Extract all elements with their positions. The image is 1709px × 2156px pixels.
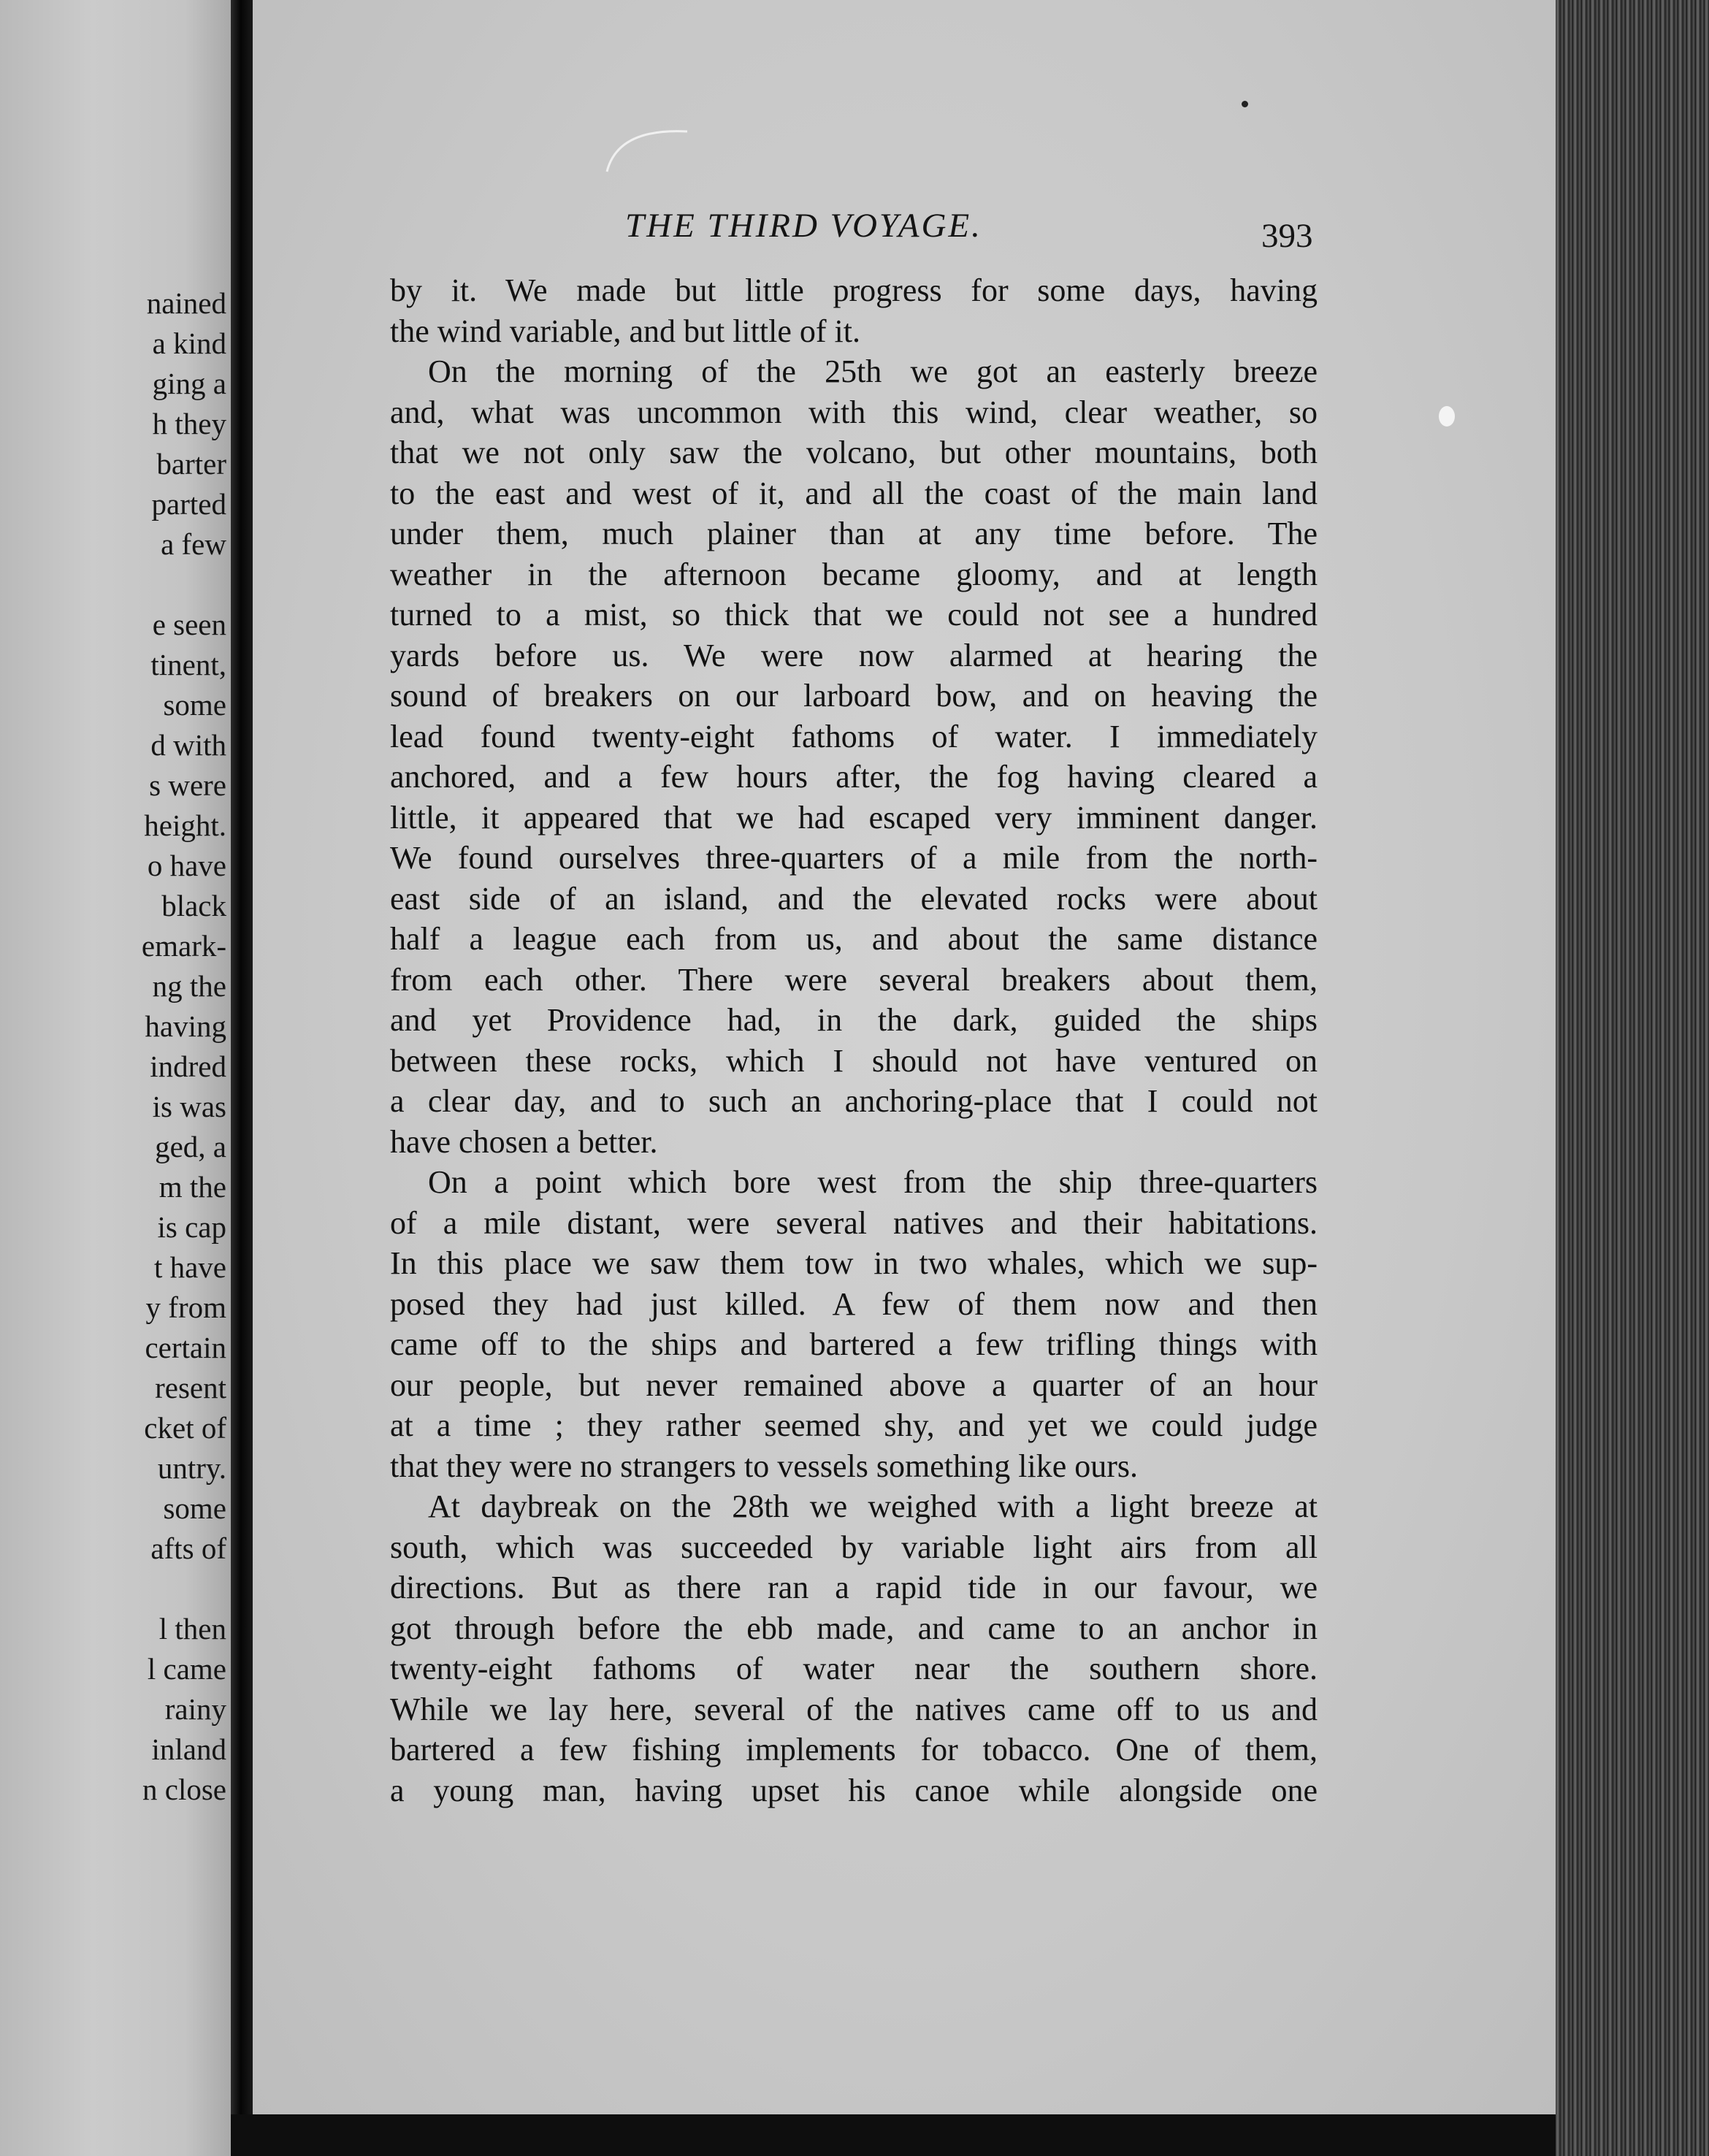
text-line: little, it appeared that we had escaped very imminent danger. <box>390 800 1318 836</box>
facing-page-line: h they <box>152 407 226 440</box>
facing-page-line: is cap <box>157 1210 226 1244</box>
text-line: our people, but never remained above a quarter of an hour <box>390 1367 1318 1403</box>
text-line: half a league each from us, and about the same distance <box>390 921 1318 957</box>
page-speck <box>1439 406 1455 427</box>
facing-page-line: parted <box>151 487 226 521</box>
facing-page-line: ged, a <box>155 1130 226 1163</box>
facing-page-line: n close <box>142 1773 226 1806</box>
facing-page-line: y from <box>145 1291 226 1324</box>
facing-page-line: cket of <box>144 1411 226 1445</box>
text-line: a young man, having upset his canoe while alongside one <box>390 1773 1318 1808</box>
text-line: twenty-eight fathoms of water near the southern shore. <box>390 1651 1318 1686</box>
facing-page-line: some <box>163 1491 226 1525</box>
facing-page-line: indred <box>150 1050 226 1083</box>
text-line: a clear day, and to such an anchoring-place that I could not <box>390 1083 1318 1119</box>
facing-page <box>0 0 231 2156</box>
text-line: the wind variable, and but little of it. <box>390 313 860 349</box>
facing-page-line: l came <box>147 1652 226 1686</box>
page-mark <box>1242 101 1248 107</box>
facing-page-line: t have <box>153 1250 226 1284</box>
facing-page-line: black <box>161 889 226 922</box>
facing-page-line: untry. <box>157 1451 226 1485</box>
text-line: between these rocks, which I should not have ventured on <box>390 1043 1318 1079</box>
facing-page-line: emark- <box>141 929 226 963</box>
facing-page-line: afts of <box>150 1532 226 1565</box>
page-edges <box>1556 0 1709 2156</box>
running-head: THE THIRD VOYAGE. <box>625 207 982 245</box>
facing-page-line: a kind <box>152 326 226 360</box>
facing-page-line: barter <box>156 447 226 481</box>
text-line: sound of breakers on our larboard bow, and on heaving the <box>390 678 1318 714</box>
facing-page-line: rainy <box>164 1692 226 1726</box>
text-line: While we lay here, several of the natives came off to us and <box>390 1691 1318 1727</box>
facing-page-line: ng the <box>152 969 226 1003</box>
facing-page-line: a few <box>161 527 226 561</box>
page-smudge <box>603 124 691 175</box>
text-line: that we not only saw the volcano, but other mountains, both <box>390 435 1318 470</box>
text-line: have chosen a better. <box>390 1124 658 1160</box>
facing-page-line: l then <box>158 1612 226 1645</box>
facing-page-line: having <box>145 1009 226 1043</box>
facing-page-line: e seen <box>152 608 226 641</box>
text-line: got through before the ebb made, and came to an anchor in <box>390 1610 1318 1646</box>
text-line: that they were no strangers to vessels something like ours. <box>390 1448 1139 1484</box>
text-line: of a mile distant, were several natives and their habitations. <box>390 1205 1318 1241</box>
scan-border <box>231 2114 1556 2156</box>
facing-page-line: m the <box>158 1170 226 1204</box>
text-line: We found ourselves three-quarters of a mile from the north- <box>390 840 1318 876</box>
text-line: directions. But as there ran a rapid tide in our favour, we <box>390 1570 1318 1605</box>
facing-page-line: some <box>163 688 226 722</box>
text-line: On a point which bore west from the ship three-quarters <box>428 1164 1318 1200</box>
facing-page-line: is was <box>152 1090 226 1123</box>
book-gutter <box>231 0 253 2156</box>
facing-page-line: d with <box>150 728 226 762</box>
text-line: bartered a few fishing implements for tobacco. One of them, <box>390 1732 1318 1767</box>
text-line: at a time ; they rather seemed shy, and yet we could judge <box>390 1407 1318 1443</box>
facing-page-line: nained <box>146 286 226 320</box>
text-line: under them, much plainer than at any time before. The <box>390 516 1318 551</box>
facing-page-line: tinent, <box>150 648 226 681</box>
text-line: south, which was succeeded by variable light airs from all <box>390 1529 1318 1565</box>
text-line: came off to the ships and bartered a few trifling things with <box>390 1326 1318 1362</box>
facing-page-line: o have <box>147 849 226 882</box>
text-line: yards before us. We were now alarmed at hearing the <box>390 638 1318 673</box>
facing-page-line: s were <box>149 768 226 802</box>
text-line: by it. We made but little progress for some days, having <box>390 272 1318 308</box>
page-number: 393 <box>1261 217 1313 255</box>
text-line: In this place we saw them tow in two whales, which we sup- <box>390 1245 1318 1281</box>
facing-page-line: resent <box>155 1371 226 1404</box>
text-line: and yet Providence had, in the dark, guided the ships <box>390 1002 1318 1038</box>
text-line: weather in the afternoon became gloomy, and at length <box>390 557 1318 592</box>
facing-page-line: ging a <box>152 367 226 400</box>
text-line: turned to a mist, so thick that we could not see a hundred <box>390 597 1318 632</box>
text-line: At daybreak on the 28th we weighed with a light breeze at <box>428 1488 1318 1524</box>
facing-page-line: height. <box>144 808 226 842</box>
text-line: and, what was uncommon with this wind, clear weather, so <box>390 394 1318 430</box>
text-line: east side of an island, and the elevated rocks were about <box>390 881 1318 917</box>
text-line: lead found twenty-eight fathoms of water. I immediately <box>390 719 1318 754</box>
text-line: anchored, and a few hours after, the fog having cleared a <box>390 759 1318 795</box>
text-line: to the east and west of it, and all the coast of the main land <box>390 475 1318 511</box>
text-line: from each other. There were several breakers about them, <box>390 962 1318 998</box>
text-line: posed they had just killed. A few of them now and then <box>390 1286 1318 1322</box>
facing-page-line: certain <box>145 1331 226 1364</box>
facing-page-line: inland <box>151 1732 226 1766</box>
text-line: On the morning of the 25th we got an easterly breeze <box>428 353 1318 389</box>
